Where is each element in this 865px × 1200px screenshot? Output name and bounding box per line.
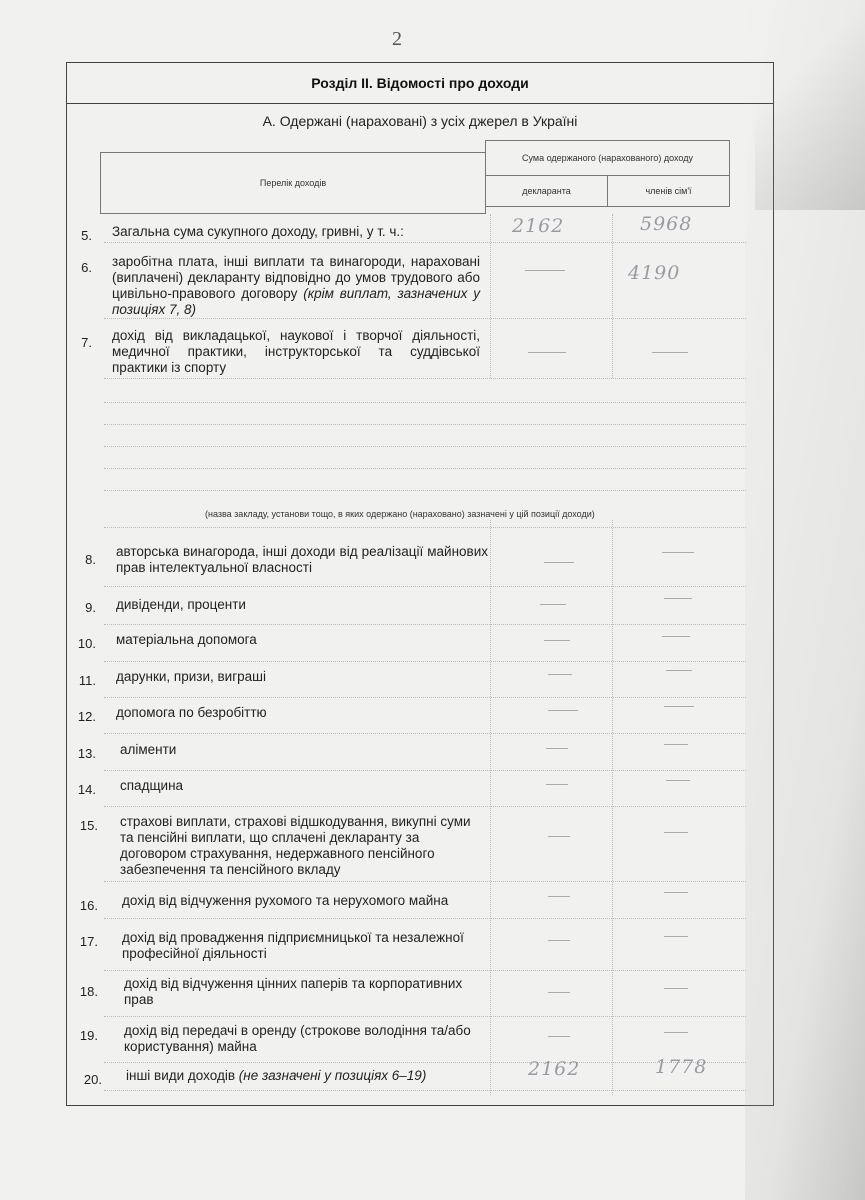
- grid-line: [104, 1090, 746, 1091]
- row-label: дохід від передачі в оренду (строкове володіння та/або користування) майна: [124, 1023, 471, 1054]
- row-number: 18.: [79, 984, 98, 999]
- row-number: 9.: [85, 600, 96, 615]
- family-amount: 1778: [655, 1056, 708, 1078]
- grid-line: [104, 378, 746, 379]
- empty-dash: [546, 748, 568, 749]
- row-label: дохід від відчуження цінних паперів та корпоративних прав: [124, 976, 463, 1007]
- grid-line: [104, 527, 746, 528]
- row-label: авторська винагорода, інші доходи від реалізації майнових прав інтелектуальної власності: [116, 544, 488, 575]
- empty-dash: [548, 896, 570, 897]
- empty-dash: [544, 640, 570, 641]
- empty-dash: [540, 604, 566, 605]
- row-number: 11.: [78, 673, 96, 688]
- empty-dash: [666, 670, 692, 671]
- row-number: 10.: [77, 636, 96, 651]
- empty-dash: [652, 352, 688, 353]
- grid-line: [104, 881, 746, 882]
- empty-dash: [664, 1032, 688, 1033]
- column-line: [490, 520, 491, 1095]
- empty-dash: [662, 552, 694, 553]
- grid-line: [104, 424, 746, 425]
- row-label: матеріальна допомога: [116, 632, 257, 647]
- grid-line: [104, 806, 746, 807]
- empty-dash: [664, 706, 694, 707]
- row-label: страхові виплати, страхові відшкодування, викупні суми та пенсійні виплати, що сплачені декларанту за договором страхування, недержавного пенсійного забезпечення та пенсійного вкладу: [120, 814, 471, 877]
- grid-line: [104, 490, 746, 491]
- grid-line: [104, 468, 746, 469]
- row-number: 19.: [79, 1028, 98, 1043]
- grid-line: [104, 733, 746, 734]
- declarant-amount: 2162: [528, 1058, 581, 1080]
- institution-caption: (назва закладу, установи тощо, в яких одержано (нараховано) зазначені у цій позиції доходи): [205, 509, 595, 519]
- empty-dash: [548, 1036, 570, 1037]
- empty-dash: [666, 780, 690, 781]
- row-label: спадщина: [120, 778, 184, 793]
- row-number: 8.: [85, 552, 96, 567]
- empty-dash: [664, 936, 688, 937]
- row-number: 7.: [81, 335, 92, 350]
- grid-line: [104, 697, 746, 698]
- row-label: заробітна плата, інші виплати та винагороди, нараховані (виплачені) декларанту відповідно до умов трудового або цивільно-правового договору (крім виплат, зазначених у позиціях 7, 8): [112, 254, 480, 317]
- row-number: 16.: [79, 898, 98, 913]
- subsection-title: А. Одержані (нараховані) з усіх джерел в Україні: [262, 113, 578, 129]
- grid-line: [104, 242, 746, 243]
- grid-line: [104, 1016, 746, 1017]
- empty-dash: [664, 744, 688, 745]
- grid-line: [104, 970, 746, 971]
- grid-line: [104, 446, 746, 447]
- empty-dash: [548, 992, 570, 993]
- empty-dash: [664, 988, 688, 989]
- grid-line: [104, 586, 746, 587]
- column-line: [490, 214, 491, 378]
- header-declarant: декларанта: [485, 175, 608, 207]
- empty-dash: [546, 784, 568, 785]
- page-number: 2: [392, 28, 402, 50]
- header-income-list: Перелік доходів: [100, 152, 486, 214]
- row-label: дохід від викладацької, наукової і творчої діяльності, медичної практики, інструкторської та суддівської практики із спорту: [112, 328, 480, 375]
- grid-line: [104, 1062, 746, 1063]
- row-label: допомога по безробіттю: [116, 705, 267, 720]
- row-label: інші види доходів (не зазначені у позиціях 6–19): [126, 1068, 427, 1083]
- row-number: 14.: [77, 782, 96, 797]
- row-number: 12.: [77, 709, 96, 724]
- empty-dash: [525, 270, 565, 271]
- empty-dash: [664, 598, 692, 599]
- empty-dash: [548, 940, 570, 941]
- row-number: 17.: [79, 934, 98, 949]
- column-line: [612, 520, 613, 1095]
- header-amount-group: Сума одержаного (нарахованого) доходу: [485, 140, 730, 176]
- empty-dash: [664, 832, 688, 833]
- declarant-amount: 2162: [512, 215, 565, 237]
- empty-dash: [544, 562, 574, 563]
- empty-dash: [664, 892, 688, 893]
- family-amount: 4190: [628, 262, 681, 284]
- row-label: дохід від провадження підприємницької та незалежної професійної діяльності: [122, 930, 464, 961]
- column-line: [612, 214, 613, 378]
- grid-line: [104, 402, 746, 403]
- grid-line: [104, 770, 746, 771]
- grid-line: [104, 661, 746, 662]
- row-label: дохід від відчуження рухомого та нерухомого майна: [122, 893, 449, 908]
- empty-dash: [548, 836, 570, 837]
- row-number: 13.: [77, 746, 96, 761]
- row-label: аліменти: [120, 742, 177, 757]
- row-label: дарунки, призи, виграші: [116, 669, 266, 684]
- family-amount: 5968: [640, 213, 693, 235]
- grid-line: [104, 624, 746, 625]
- row-number: 5.: [81, 228, 92, 243]
- empty-dash: [548, 710, 578, 711]
- row-label: Загальна сума сукупного доходу, гривні, у т. ч.:: [112, 224, 404, 239]
- row-number: 6.: [81, 260, 92, 275]
- empty-dash: [528, 352, 566, 353]
- empty-dash: [548, 674, 572, 675]
- header-family: членів сім'ї: [607, 175, 730, 207]
- row-number: 15.: [79, 818, 98, 833]
- row-number: 20.: [83, 1072, 102, 1087]
- grid-line: [104, 318, 746, 319]
- row-label: дивіденди, проценти: [116, 597, 246, 612]
- section-title: Розділ II. Відомості про доходи: [67, 63, 773, 104]
- grid-line: [104, 918, 746, 919]
- empty-dash: [662, 636, 690, 637]
